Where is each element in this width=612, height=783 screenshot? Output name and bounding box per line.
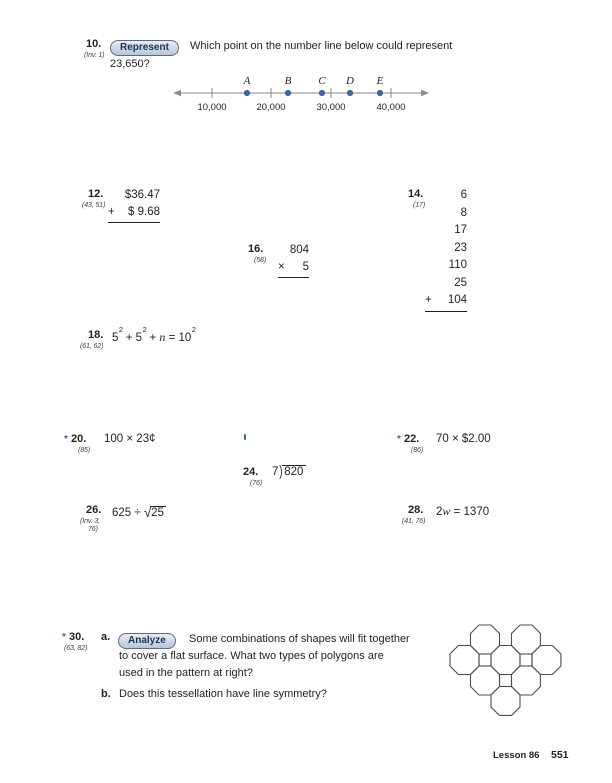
- point-label: B: [284, 75, 292, 87]
- represent-badge-label: Represent: [110, 40, 179, 56]
- addend-row: 17: [454, 224, 467, 236]
- problem-30a-text-line1: Some combinations of shapes will fit together: [189, 633, 410, 645]
- term: = 10: [165, 331, 192, 344]
- point-label: A: [243, 75, 251, 87]
- number-line-point: [319, 90, 325, 96]
- problem-10-number: 10.: [86, 38, 102, 50]
- addend-row: 8: [460, 206, 467, 219]
- problem-26-reference-line1: (Inv. 3,: [80, 518, 101, 525]
- tick-label: 20,000: [256, 102, 286, 113]
- addend-row: $36.47: [124, 189, 160, 201]
- number-line-point: [244, 90, 250, 96]
- problem-16-reference: (58): [254, 257, 267, 264]
- plus-operator: +: [108, 206, 115, 218]
- analyze-badge-label: Analyze: [118, 633, 176, 649]
- variable-w: w: [442, 504, 451, 518]
- starred-problem-asterisk: *: [62, 632, 66, 643]
- problem-20-number: 20.: [71, 433, 87, 445]
- problem-22-number: 22.: [404, 433, 420, 445]
- problem-10-reference: (Inv. 1): [84, 52, 105, 59]
- problem-18-number: 18.: [88, 329, 104, 341]
- point-label: E: [376, 75, 384, 87]
- problem-12-reference: (43, 51): [82, 202, 106, 209]
- coefficient: 2: [436, 506, 443, 518]
- problem-24-reference: (76): [250, 480, 263, 487]
- addend-value: 104: [447, 294, 467, 306]
- left-arrowhead: [173, 90, 181, 96]
- square-shape: [520, 654, 532, 666]
- addend-row: 6: [460, 189, 467, 201]
- problem-30b-label: b.: [101, 688, 111, 700]
- term: + 5: [122, 331, 143, 344]
- problem-12-vertical-addition: [108, 187, 160, 223]
- problem-18-equation: [112, 325, 196, 345]
- problem-14-reference: (17): [413, 202, 426, 209]
- term: 625 ÷: [112, 507, 144, 519]
- problem-26-reference-line2: 76): [88, 526, 98, 533]
- tick-label: 30,000: [316, 102, 346, 113]
- exponent: 2: [142, 325, 147, 334]
- problem-30-number: 30.: [69, 631, 85, 643]
- problem-24-number: 24.: [243, 466, 259, 478]
- addend-row-with-operator: [425, 292, 467, 310]
- variable-n: n: [159, 329, 166, 344]
- problem-10-text-line1: Which point on the number line below could represent: [190, 40, 453, 52]
- number-line-figure: [172, 72, 430, 119]
- square-shape: [500, 675, 512, 687]
- number-line-point: [347, 90, 353, 96]
- factor-row: 804: [289, 244, 309, 256]
- operator: +: [146, 331, 160, 344]
- octagon-shape: [491, 687, 520, 716]
- term: = 1370: [450, 506, 490, 518]
- exponent: 2: [118, 325, 124, 334]
- starred-problem-asterisk: *: [64, 434, 68, 445]
- plus-operator: +: [425, 294, 432, 306]
- problem-22-reference: (86): [411, 447, 424, 454]
- problem-28-reference: (41, 76): [402, 518, 426, 525]
- starred-problem-asterisk: *: [397, 434, 401, 445]
- addend-row: 110: [448, 259, 467, 271]
- problem-14-number: 14.: [408, 188, 424, 200]
- problem-28-number: 28.: [408, 504, 424, 516]
- problem-26-number: 26.: [86, 504, 102, 516]
- problem-30a-text-line2: to cover a flat surface. What two types of polygons are: [119, 650, 384, 662]
- represent-badge: [110, 37, 179, 56]
- tick-label: 40,000: [376, 102, 406, 113]
- factor-row-with-operator: [278, 259, 309, 276]
- problem-26-expression: [112, 503, 166, 519]
- radicand: 25: [151, 507, 164, 519]
- addend-row: 25: [454, 276, 467, 289]
- tick-label: 10,000: [197, 102, 227, 113]
- number-line-point: [377, 90, 383, 96]
- problem-30-reference: (63, 82): [64, 645, 88, 652]
- addend-row-with-operator: [108, 204, 160, 221]
- problem-30a-text-line3: used in the pattern at right?: [119, 667, 253, 679]
- radical-sign: √: [143, 504, 152, 520]
- footer-page-number: 551: [551, 749, 569, 761]
- problem-12-number: 12.: [88, 188, 104, 200]
- number-line-point: [285, 90, 291, 96]
- tessellation-svg: [449, 623, 563, 718]
- problem-30a-label: a.: [101, 631, 111, 643]
- footer-lesson-label: Lesson 86: [493, 750, 540, 761]
- addend-row: 23: [454, 241, 467, 254]
- divisor: 7: [272, 466, 279, 478]
- dividend: 820: [282, 465, 306, 478]
- times-operator: ×: [278, 261, 285, 273]
- problem-28-equation: [436, 504, 489, 519]
- problem-20-reference: (85): [78, 447, 91, 454]
- square-shape: [479, 654, 491, 666]
- problem-20-expression: 100 × 23¢: [104, 433, 156, 445]
- problem-22-expression: 70 × $2.00: [436, 433, 491, 445]
- problem-16-number: 16.: [248, 243, 264, 255]
- division-bracket: ): [279, 464, 283, 480]
- point-label: C: [318, 75, 326, 87]
- problem-30b-text: Does this tessellation have line symmetry?: [119, 688, 327, 700]
- tessellation-figure: [449, 623, 563, 723]
- right-arrowhead: [421, 90, 429, 96]
- addend-value: $ 9.68: [128, 206, 160, 218]
- term: 5: [112, 331, 119, 344]
- number-line-svg: [172, 72, 430, 114]
- exponent: 2: [191, 325, 196, 334]
- analyze-badge: [118, 630, 176, 649]
- problem-24-long-division: [272, 465, 306, 478]
- stray-print-mark: [244, 434, 246, 440]
- problem-14-column-addition: [425, 187, 467, 312]
- point-label: D: [346, 75, 354, 87]
- factor-value: 5: [302, 261, 309, 273]
- problem-18-reference: (61, 62): [80, 343, 104, 350]
- problem-16-vertical-multiplication: [278, 242, 309, 278]
- problem-10-text-line2: 23,650?: [110, 58, 150, 70]
